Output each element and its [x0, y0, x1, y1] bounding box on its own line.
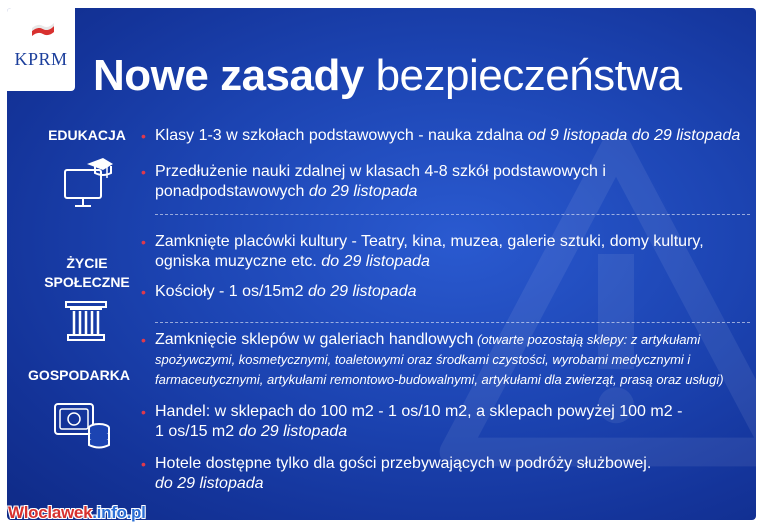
item-date: do 29 listopada — [303, 283, 417, 300]
social-item-2 — [141, 282, 755, 302]
bullet-icon: • — [141, 128, 146, 144]
money-coins-icon — [53, 398, 113, 450]
item-text: Hotele dostępne tylko dla gości przebywających — [155, 455, 495, 472]
bullet-icon: • — [141, 164, 146, 180]
page-title — [93, 50, 682, 102]
item-date: od 9 listopada do 29 listopada — [523, 127, 741, 144]
section-divider — [155, 322, 750, 323]
title-thin: bezpieczeństwa — [363, 51, 682, 100]
bullet-icon: • — [141, 284, 146, 300]
economy-item-1 — [141, 330, 747, 390]
item-text: Handel: w sklepach do 100 m2 - 1 os/10 m2, a sklepach powyżej 100 m2 - 1 os/15 m2 — [155, 403, 683, 440]
kprm-logo — [7, 8, 75, 91]
watermark-name: Wloclawek — [8, 503, 93, 522]
category-social-line1: ŻYCIE — [66, 255, 108, 271]
graduation-computer-icon — [57, 156, 113, 214]
logo-text: KPRM — [14, 49, 68, 69]
flag-emblem-icon — [30, 22, 56, 38]
category-social-line2: SPOŁECZNE — [44, 274, 130, 290]
item-text: Zamknięte placówki kultury - Teatry, kina, muzea, galerie sztuki, domy kultury, ogniska muzyczne etc. — [155, 233, 704, 270]
category-education-label: EDUKACJA — [48, 127, 126, 143]
watermark-domain: .info.pl — [92, 503, 146, 522]
column-building-icon — [65, 300, 107, 342]
item-text: Przedłużenie nauki zdalnej w klasach 4-8 szkół podstawowych i ponadpodstawowych — [155, 163, 606, 200]
item-date: do 29 listopada — [234, 423, 348, 440]
education-item-1 — [141, 126, 755, 146]
bullet-icon: • — [141, 404, 146, 420]
economy-item-3 — [141, 454, 715, 494]
watermark — [8, 503, 146, 523]
bullet-icon: • — [141, 234, 146, 250]
item-date: do 29 listopada — [316, 253, 430, 270]
title-bold: Nowe zasady — [93, 51, 364, 100]
category-economy-label: GOSPODARKA — [28, 367, 130, 383]
item-text: Klasy 1-3 w szkołach podstawowych - nauka zdalna — [155, 127, 524, 144]
bullet-icon: • — [141, 456, 146, 472]
item-text: Zamknięcie sklepów w galeriach handlowych — [155, 331, 474, 348]
item-text: Kościoły - 1 os/15m2 — [155, 283, 304, 300]
category-social-label — [27, 254, 147, 292]
bullet-icon: • — [141, 332, 146, 348]
economy-item-2 — [141, 402, 685, 442]
item-text-mid: w podróży służbowej. — [494, 455, 652, 472]
item-note: (otwarte pozostają sklepy: z artykułami spożywczymi, kosmetycznymi, toaletowymi oraz środkami czystości, wyrobami medycznymi i farmaceutycznymi, artykułami remontowo-budowalnymi, artykułami dla zwierząt, prasą oraz usługi) — [155, 332, 724, 387]
item-date: do 29 listopada — [304, 183, 418, 200]
infographic-card — [7, 8, 756, 520]
education-item-2 — [141, 162, 655, 202]
section-divider — [155, 214, 750, 215]
item-date: do 29 listopada — [155, 475, 264, 492]
social-item-1 — [141, 232, 755, 272]
